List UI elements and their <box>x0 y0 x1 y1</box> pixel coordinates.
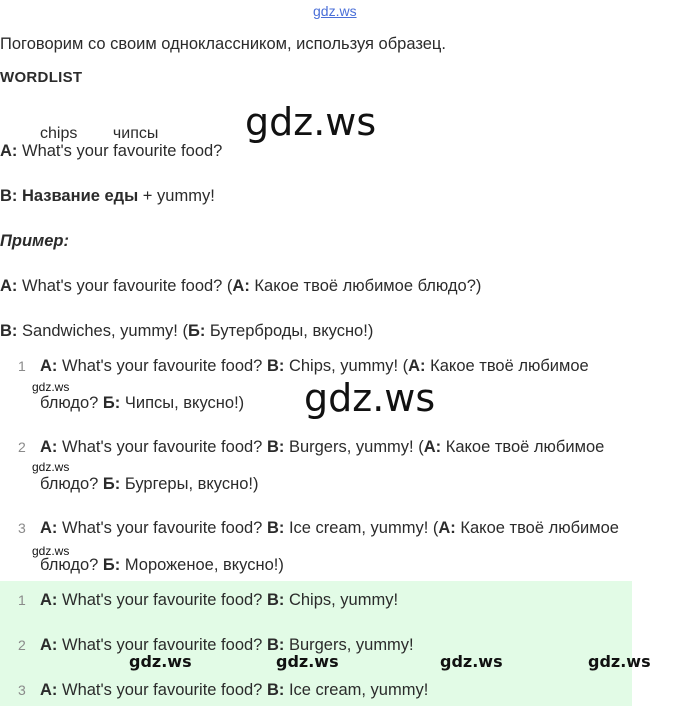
speaker-a-ru-label: А: <box>408 357 426 375</box>
speaker-a-label: A: <box>40 438 58 456</box>
speaker-b-ru-label: Б: <box>102 556 121 574</box>
answer-text: Chips, yummy! ( <box>284 357 409 375</box>
example-b-text: Sandwiches, yummy! ( <box>17 322 188 340</box>
instruction-text: Поговорим со своим одноклассником, используя образец. <box>0 35 446 53</box>
example-a-text: What's your favourite food? ( <box>17 277 233 295</box>
speaker-a-ru-label: А: <box>438 519 456 537</box>
answer-3-line-2 <box>40 555 284 575</box>
wordlist-partial-row <box>40 124 159 142</box>
speaker-b-label: B: <box>266 681 285 699</box>
answer-text: What's your favourite food? <box>57 357 267 375</box>
answer-text: Burgers, yummy! <box>284 636 414 654</box>
answer-text: Какое твоё любимое <box>425 357 589 375</box>
example-line-b <box>0 321 373 341</box>
pattern-b-bold: Название еды <box>17 187 139 205</box>
example-a-ru-text: Какое твоё любимое блюдо?) <box>249 277 482 295</box>
answer-text: Ice cream, yummy! ( <box>284 519 439 537</box>
top-watermark-link[interactable]: gdz.ws <box>313 3 357 19</box>
speaker-b-label: B: <box>266 591 285 609</box>
speaker-b-label: B: <box>266 438 285 456</box>
speaker-b-ru-label: Б: <box>187 322 206 340</box>
answer-number: 2 <box>18 439 26 455</box>
answer-number: 1 <box>18 592 26 608</box>
answer-text: блюдо? <box>40 394 103 412</box>
answer-2-line-1 <box>40 437 604 457</box>
pattern-b-text: + yummy! <box>138 187 215 205</box>
speaker-b-label: B: <box>0 322 18 340</box>
watermark-small: gdz.ws <box>32 380 70 394</box>
short-answer-2 <box>40 635 414 655</box>
example-heading: Пример: <box>0 232 69 250</box>
answer-text: What's your favourite food? <box>57 519 267 537</box>
short-answer-1 <box>40 590 398 610</box>
speaker-b-label: B: <box>0 187 18 205</box>
answer-2-line-2 <box>40 474 258 494</box>
speaker-b-label: B: <box>266 519 285 537</box>
answer-text: Бургеры, вкусно!) <box>120 475 259 493</box>
short-answer-3 <box>40 680 428 700</box>
speaker-a-label: A: <box>0 142 18 160</box>
answer-text: Ice cream, yummy! <box>284 681 429 699</box>
answer-text: блюдо? <box>40 475 103 493</box>
wordlist-partial-text: chips чипсы <box>40 125 159 142</box>
speaker-b-ru-label: Б: <box>102 475 121 493</box>
answer-3-line-1 <box>40 518 619 538</box>
speaker-a-label: A: <box>40 636 58 654</box>
example-line-a <box>0 276 481 296</box>
speaker-b-label: B: <box>266 357 285 375</box>
answer-number: 1 <box>18 358 26 374</box>
answer-text: Какое твоё любимое <box>455 519 619 537</box>
answer-text: What's your favourite food? <box>57 681 267 699</box>
watermark-large: gdz.ws <box>245 100 377 144</box>
wordlist-heading: WORDLIST <box>0 69 83 86</box>
watermark-bottom: gdz.ws <box>276 652 339 671</box>
watermark-large: gdz.ws <box>304 376 436 420</box>
answer-text: Какое твоё любимое <box>441 438 605 456</box>
pattern-a-text: What's your favourite food? <box>17 142 223 160</box>
answer-1-line-2 <box>40 393 244 413</box>
speaker-a-ru-label: А: <box>232 277 250 295</box>
answer-1-line-1 <box>40 356 589 376</box>
speaker-a-label: A: <box>40 519 58 537</box>
answer-number: 3 <box>18 520 26 536</box>
answer-text: блюдо? <box>40 556 103 574</box>
example-b-ru-text: Бутерброды, вкусно!) <box>205 322 374 340</box>
watermark-bottom: gdz.ws <box>588 652 651 671</box>
watermark-bottom: gdz.ws <box>440 652 503 671</box>
watermark-bottom: gdz.ws <box>129 652 192 671</box>
answer-text: Чипсы, вкусно!) <box>120 394 245 412</box>
speaker-a-ru-label: А: <box>423 438 442 456</box>
answer-text: Burgers, yummy! ( <box>284 438 424 456</box>
pattern-line-a <box>0 141 222 161</box>
answer-text: What's your favourite food? <box>57 591 267 609</box>
speaker-b-label: B: <box>266 636 285 654</box>
watermark-small: gdz.ws <box>32 460 70 474</box>
answer-number: 2 <box>18 637 26 653</box>
answer-text: Chips, yummy! <box>284 591 399 609</box>
answer-text: What's your favourite food? <box>57 636 267 654</box>
speaker-a-label: A: <box>40 681 58 699</box>
speaker-a-label: A: <box>0 277 18 295</box>
answer-text: Мороженое, вкусно!) <box>120 556 284 574</box>
watermark-small: gdz.ws <box>32 544 70 558</box>
answer-number: 3 <box>18 682 26 698</box>
pattern-line-b <box>0 186 215 206</box>
speaker-a-label: A: <box>40 591 58 609</box>
speaker-a-label: A: <box>40 357 58 375</box>
speaker-b-ru-label: Б: <box>102 394 121 412</box>
answer-text: What's your favourite food? <box>57 438 267 456</box>
